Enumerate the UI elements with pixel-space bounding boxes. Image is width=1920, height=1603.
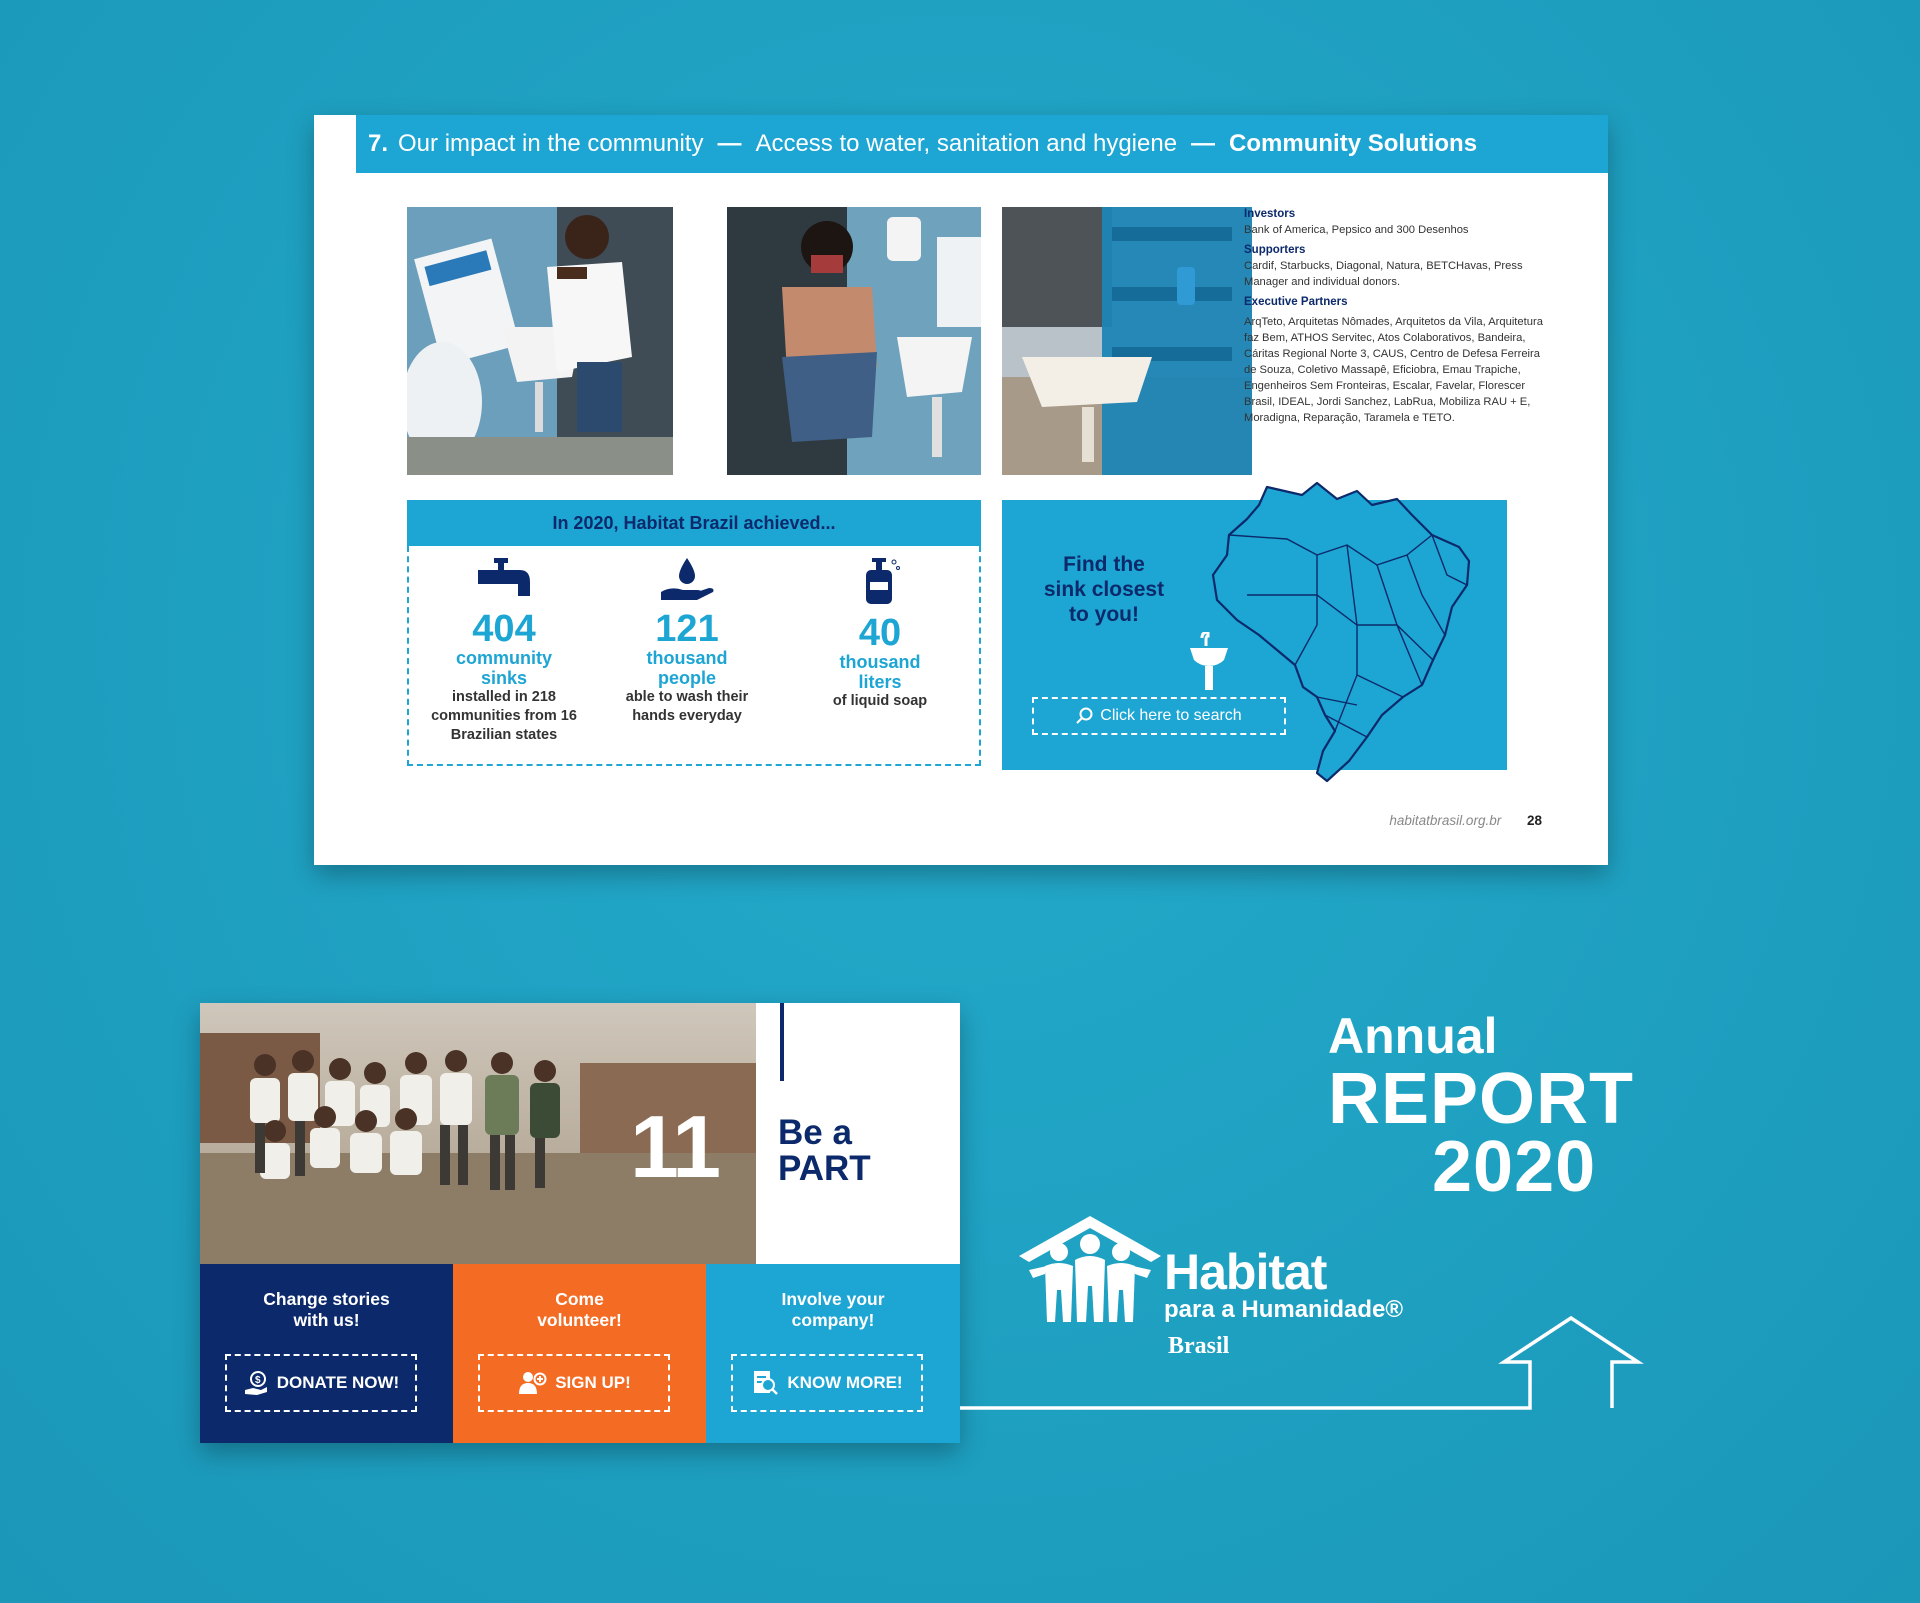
find-line: sink closest [1043, 578, 1165, 601]
sign-up-button-label: SIGN UP! [555, 1373, 631, 1392]
chapter-title [778, 1115, 871, 1187]
panel-title-line: with us! [293, 1310, 360, 1330]
supporters-list: Cardif, Starbucks, Diagonal, Natura, BETCHavas, Press Manager and individual donors. [1244, 260, 1523, 288]
habitat-logo-icon [1015, 1212, 1165, 1327]
stat-value: 404 [472, 608, 536, 650]
investors-list: Bank of America, Pepsico and 300 Desenhos [1244, 224, 1469, 236]
know-more-button-label: KNOW MORE! [787, 1373, 903, 1392]
stat-soap [785, 556, 975, 711]
achievements-title: In 2020, Habitat Brazil achieved... [407, 500, 981, 546]
donate-button[interactable] [225, 1354, 417, 1412]
chapter-title-line: Be a [778, 1113, 852, 1152]
brazil-map[interactable] [1207, 475, 1507, 800]
investors-title: Investors [1244, 208, 1296, 220]
header-separator: — [717, 130, 742, 157]
report-label: REPORT [1328, 1059, 1635, 1139]
achievements-panel [407, 500, 981, 768]
panel-title [706, 1289, 960, 1331]
partners-title: Executive Partners [1244, 296, 1348, 308]
photo-boy-washing [407, 207, 673, 475]
org-subtitle: para a Humanidade® [1164, 1296, 1404, 1323]
stat-desc: hands everyday [632, 708, 742, 724]
volunteer-add-icon [517, 1370, 547, 1396]
photo-sink-station [1002, 207, 1252, 475]
search-icon [1076, 707, 1094, 725]
supporters-title: Supporters [1244, 244, 1306, 256]
section-title: Our impact in the community [398, 130, 704, 157]
section-header-bar [356, 115, 1608, 173]
sign-up-button[interactable] [478, 1354, 670, 1412]
find-line: to you! [1069, 603, 1139, 626]
org-name: Habitat [1164, 1244, 1327, 1300]
credits-block [1244, 206, 1544, 430]
page-number: 28 [1526, 813, 1542, 828]
accent-line [780, 1003, 784, 1081]
panel-title-line: Change stories [263, 1289, 390, 1309]
panel-title-line: Involve your [781, 1289, 885, 1309]
stat-desc: Brazilian states [450, 727, 558, 743]
partners-list: ArqTeto, Arquitetas Nômades, Arquitetos da Vila, Arquitetura faz Bem, ATHOS Servitec, Atos Colaborativos, Bandeira, Cáritas Regional Norte 3, CAUS, Centro de Defesa Ferreira de Souza, Coletivo Massapê, Eficiobra, Emau Trapiche, Engenheiros Sem Fronteiras, Escalar, Favelar, Florescer Brasil, IDEAL, Jordi Sanchez, LabRua, Mobiliza RAU + E, Moradigna, Reparação, Taramela e TETO. [1244, 316, 1543, 424]
panel-title-line: company! [791, 1310, 875, 1330]
stat-unit: community [455, 648, 552, 668]
stat-desc: installed in 218 [452, 689, 556, 705]
year-label: 2020 [1432, 1127, 1597, 1207]
stat-unit: thousand [646, 648, 728, 668]
photo-woman-washing [727, 207, 981, 475]
panel-title [200, 1289, 453, 1331]
document-search-icon [751, 1369, 779, 1397]
stat-desc: able to wash their [625, 689, 749, 705]
stat-unit: liters [858, 672, 902, 692]
panel-title-line: volunteer! [537, 1310, 622, 1330]
achievements-stats [407, 546, 981, 766]
org-country: Brasil [1168, 1333, 1230, 1359]
soap-dispenser-icon [858, 556, 902, 606]
chapter-title-line: PART [778, 1149, 871, 1188]
stat-value: 40 [858, 612, 902, 654]
stat-people [592, 556, 782, 726]
find-line: Find the [1063, 553, 1145, 576]
stat-desc: communities from 16 [431, 708, 577, 724]
panel-title-line: Come [555, 1289, 604, 1309]
know-more-button[interactable] [731, 1354, 923, 1412]
find-sink-heading [1038, 552, 1170, 627]
footer-url: habitatbrasil.org.br [1389, 813, 1502, 828]
stat-value: 121 [655, 608, 719, 650]
svg-text:$: $ [254, 1375, 261, 1386]
donate-panel [200, 1264, 453, 1443]
topic-title: Community Solutions [1229, 130, 1478, 157]
stat-unit: sinks [480, 668, 528, 688]
stat-desc: of liquid soap [832, 693, 928, 709]
donate-button-label: DONATE NOW! [276, 1373, 400, 1392]
header-separator: — [1191, 130, 1216, 157]
donate-hand-icon [243, 1370, 269, 1396]
section-number: 7. [368, 130, 389, 157]
stat-unit: thousand [839, 652, 921, 672]
page-footer [1389, 813, 1542, 828]
volunteer-panel [453, 1264, 706, 1443]
panel-title [453, 1289, 706, 1331]
chapter-number: 11 [630, 1097, 720, 1196]
annual-label: Annual [1328, 1008, 1498, 1064]
company-panel [706, 1264, 960, 1443]
stat-unit: people [657, 668, 716, 688]
stat-sinks [409, 556, 599, 745]
faucet-icon [476, 556, 532, 602]
hand-drop-icon [657, 556, 717, 602]
subsection-title: Access to water, sanitation and hygiene [755, 130, 1178, 157]
search-label: Click here to search [1100, 707, 1242, 724]
report-page [314, 115, 1608, 865]
be-a-part-page [200, 1003, 960, 1443]
